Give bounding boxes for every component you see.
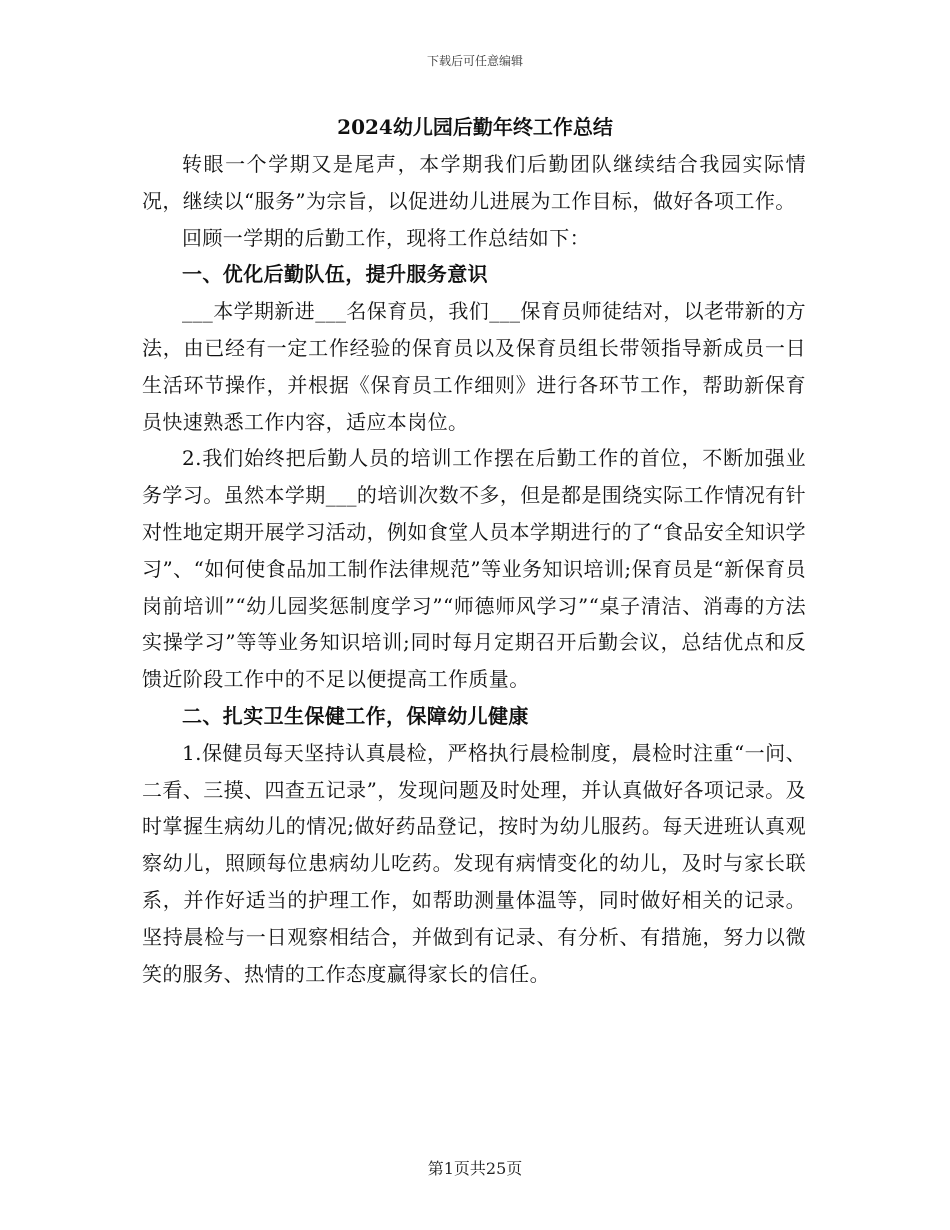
paragraph-new-staff: ___本学期新进___名保育员，我们___保育员师徒结对，以老带新的方法，由已经有一定工作经验的保育员以及保育员组长带领指导新成员一日生活环节操作，并根据《保育员工作细则》进行各环节工作，帮助新保育员快速熟悉工作内容，适应本岗位。 [142, 299, 806, 434]
page-footer: 第1页共25页 [427, 1159, 523, 1178]
paragraph-training: 2.我们始终把后勤人员的培训工作摆在后勤工作的首位，不断加强业务学习。虽然本学期___的培训次数不多，但是都是围绕实际工作情况有针对性地定期开展学习活动，例如食堂人员本学期进行的了“食品安全知识学习”、“如何使食品加工制作法律规范”等业务知识培训;保育员是“新保育员岗前培训”“幼儿园奖惩制度学习”“师德师风学习”“桌子清洁、消毒的方法实操学习”等等业务知识培训;同时每月定期召开后勤会议，总结优点和反馈近阶段工作中的不足以便提高工作质量。 [142, 446, 806, 692]
section-heading-1: 一、优化后勤队伍，提升服务意识 [182, 262, 488, 287]
document-title: 2024幼儿园后勤年终工作总结 [337, 115, 613, 139]
paragraph-health-check: 1.保健员每天坚持认真晨检，严格执行晨检制度，晨检时注重“一问、二看、三摸、四查五记录”，发现问题及时处理，并认真做好各项记录。及时掌握生病幼儿的情况;做好药品登记，按时为幼儿服药。每天进班认真观察幼儿，照顾每位患病幼儿吃药。发现有病情变化的幼儿，及时与家长联系，并作好适当的护理工作，如帮助测量体温等，同时做好相关的记录。坚持晨检与一日观察相结合，并做到有记录、有分析、有措施，努力以微笑的服务、热情的工作态度赢得家长的信任。 [142, 740, 806, 986]
document-body [142, 146, 806, 992]
paragraph-review: 回顾一学期的后勤工作，现将工作总结如下： [182, 225, 590, 250]
section-heading-2: 二、扎实卫生保健工作，保障幼儿健康 [182, 703, 529, 728]
paragraph-intro: 转眼一个学期又是尾声，本学期我们后勤团队继续结合我园实际情况，继续以“服务”为宗旨，以促进幼儿进展为工作目标，做好各项工作。 [142, 152, 806, 213]
header-note: 下载后可任意编辑 [426, 54, 523, 68]
